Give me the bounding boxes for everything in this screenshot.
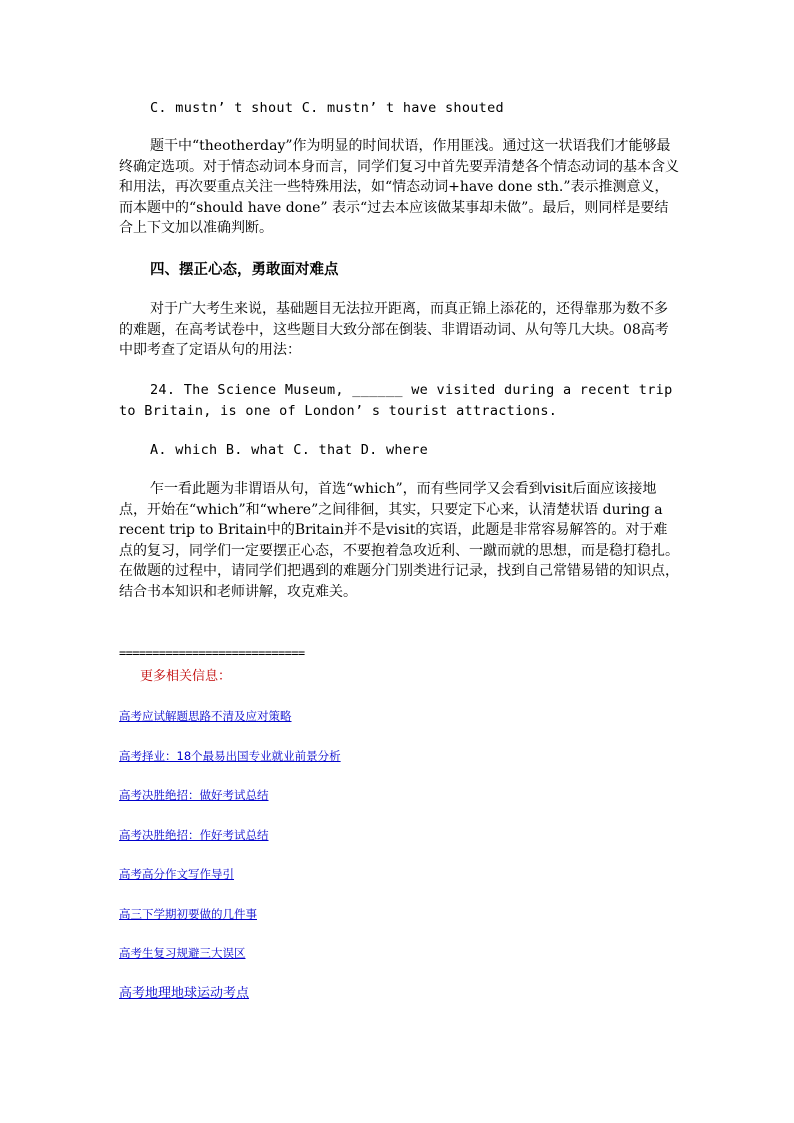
option-line-c: C. mustn’ t shout C. mustn’ t have shouted: [150, 100, 504, 116]
related-info-label: 更多相关信息：: [140, 669, 232, 684]
section-heading-4: 四、摆正心态，勇敢面对难点: [150, 261, 339, 278]
related-link[interactable]: 高考决胜绝招：作好考试总结: [119, 827, 269, 842]
related-link-item: [119, 942, 341, 982]
section-divider: ============================: [119, 646, 305, 660]
related-link-item: [119, 784, 341, 824]
related-link-item: [119, 982, 341, 1022]
related-link-item: [119, 903, 341, 943]
related-link[interactable]: 高考决胜绝招：做好考试总结: [119, 788, 269, 802]
related-link-item: [119, 863, 341, 903]
related-link[interactable]: 高考应试解题思路不清及应对策略: [119, 709, 292, 723]
related-link[interactable]: 高考地理地球运动考点: [119, 985, 250, 1001]
related-link-item: [119, 824, 341, 864]
related-link-item: [119, 745, 341, 785]
related-link[interactable]: 高三下学期初要做的几件事: [119, 906, 257, 921]
related-link[interactable]: 高考生复习规避三大误区: [119, 946, 246, 960]
explanation-paragraph: 题干中“theotherday”作为明显的时间状语，作用匪浅。通过这一状语我们才能够最终确定选项。对于情态动词本身而言，同学们复习中首先要弄清楚各个情态动词的基本含义和用法，再次要重点关注一些特殊用法，如“情态动词+have done sth.”表示推测意义，而本题中的“should have done” 表示“过去本应该做某事却未做”。最后，则同样是要结合上下文加以准确判断。: [119, 138, 679, 236]
analysis-paragraph: 乍一看此题为非谓语从句，首选“which”，而有些同学又会看到visit后面应该接地点，开始在“which”和“where”之间徘徊，其实，只要定下心来，认清楚状语 during a recent trip to Britain中的Britain并不是visit的宾语，此题是非常容易解答的。对于难点的复习，同学们一定要摆正心态，不要抱着急攻近利、一蹴而就的思想，而是稳打稳扎。在做题的过程中，请同学们把遇到的难题分门别类进行记录，找到自己常错易错的知识点，结合书本知识和老师讲解，攻克难关。: [119, 481, 679, 600]
question-24: 24. The Science Museum, ______ we visited during a recent trip to Britain, is one of London’ s tourist attractions.: [119, 382, 673, 419]
related-link[interactable]: 高考高分作文写作导引: [119, 867, 234, 881]
difficulty-paragraph: 对于广大考生来说，基础题目无法拉开距离，而真正锦上添花的，还得靠那为数不多的难题，在高考试卷中，这些题目大致分部在倒装、非谓语动词、从句等几大块。08高考中即考查了定语从句的用法：: [119, 301, 669, 358]
question-24-options: A. which B. what C. that D. where: [150, 442, 429, 458]
related-link-item: [119, 705, 341, 745]
related-links-list: [119, 705, 341, 1021]
related-link[interactable]: 高考择业：18个最易出国专业就业前景分析: [119, 748, 341, 763]
